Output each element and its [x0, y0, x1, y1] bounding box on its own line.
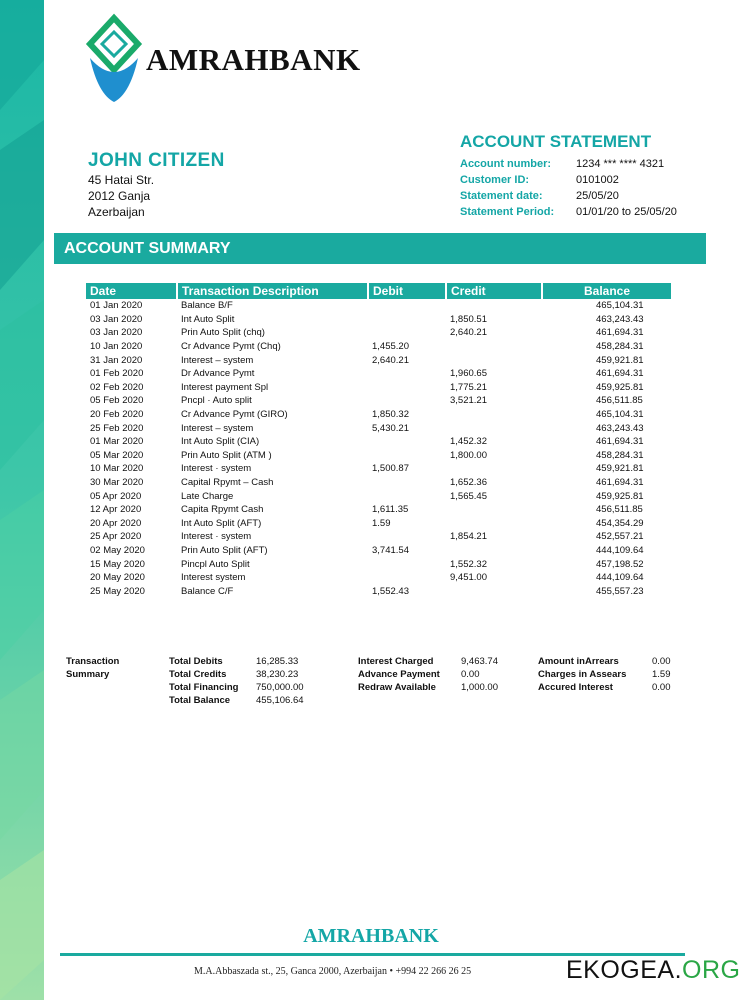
cell-description: Cr Advance Pymt (GIRO) — [181, 409, 288, 421]
cell-debit — [368, 367, 446, 381]
table-row — [86, 584, 671, 598]
cell-description: Int Auto Split — [181, 313, 235, 325]
cell-credit: 3,521.21 — [450, 395, 487, 407]
summary-label: Advance Payment — [358, 669, 440, 680]
cell-credit: 1,850.51 — [450, 313, 487, 325]
cell-debit — [368, 530, 446, 544]
statement-field — [460, 172, 677, 188]
table-row — [86, 530, 671, 544]
field-value: 25/05/20 — [576, 190, 619, 202]
customer-address — [88, 172, 225, 220]
cell-description: Pincpl Auto Split — [181, 558, 250, 570]
summary-item — [169, 694, 304, 707]
table-row — [86, 353, 671, 367]
txn-summary-title-line: Transaction — [66, 656, 120, 667]
cell-balance: 465,104.31 — [596, 409, 644, 421]
address-line: 2012 Ganja — [88, 189, 151, 203]
cell-debit — [368, 313, 446, 327]
cell-credit: 1,800.00 — [450, 449, 487, 461]
cell-credit: 9,451.00 — [450, 572, 487, 584]
statement-field — [460, 156, 677, 172]
cell-balance: 461,694.31 — [596, 327, 644, 339]
cell-debit: 2,640.21 — [372, 354, 409, 366]
cell-debit — [368, 394, 446, 408]
cell-debit: 5,430.21 — [372, 422, 409, 434]
cell-description: Int Auto Split (AFT) — [181, 517, 262, 529]
transactions-body — [86, 299, 671, 598]
watermark — [566, 956, 741, 985]
summary-value: 0.00 — [652, 682, 671, 693]
table-row — [86, 476, 671, 490]
cell-credit — [446, 353, 542, 367]
cell-date: 03 Jan 2020 — [90, 327, 143, 339]
header-balance: Balance — [542, 283, 671, 299]
cell-debit — [368, 571, 446, 585]
cell-balance: 459,921.81 — [596, 463, 644, 475]
cell-debit — [368, 326, 446, 340]
cell-date: 01 Jan 2020 — [90, 300, 143, 312]
txn-summary-title — [66, 655, 119, 681]
cell-description: Interest system — [181, 572, 246, 584]
statement-field — [460, 188, 677, 204]
field-label: Customer ID: — [460, 174, 530, 186]
customer-name: JOHN CITIZEN — [88, 150, 225, 171]
table-row — [86, 421, 671, 435]
table-row — [86, 340, 671, 354]
summary-item — [169, 655, 304, 668]
cell-date: 25 Feb 2020 — [90, 422, 144, 434]
account-summary-header: ACCOUNT SUMMARY — [54, 233, 706, 264]
cell-credit — [446, 299, 542, 313]
field-value: 01/01/20 to 25/05/20 — [576, 206, 677, 218]
cell-description: Capita Rpymt Cash — [181, 504, 264, 516]
cell-debit: 1.59 — [372, 517, 391, 529]
summary-label: Charges in Assears — [538, 669, 627, 680]
cell-date: 25 Apr 2020 — [90, 531, 142, 543]
table-row — [86, 367, 671, 381]
cell-debit — [368, 489, 446, 503]
cell-credit — [446, 584, 542, 598]
cell-balance: 444,109.64 — [596, 572, 644, 584]
summary-label: Accured Interest — [538, 682, 613, 693]
cell-balance: 461,694.31 — [596, 477, 644, 489]
cell-date: 20 Feb 2020 — [90, 409, 144, 421]
cell-credit — [446, 408, 542, 422]
summary-label: Total Credits — [169, 669, 227, 680]
cell-description: Prin Auto Split (ATM ) — [181, 449, 272, 461]
cell-description: Interest – system — [181, 354, 254, 366]
cell-credit — [446, 462, 542, 476]
table-row — [86, 571, 671, 585]
cell-date: 20 Apr 2020 — [90, 517, 142, 529]
cell-credit — [446, 517, 542, 531]
summary-item — [538, 681, 671, 694]
cell-balance: 463,243.43 — [596, 313, 644, 325]
cell-credit: 1,652.36 — [450, 477, 487, 489]
statement-fields — [460, 156, 677, 220]
watermark-part1: EKOGEA. — [566, 956, 683, 984]
cell-description: Interest – system — [181, 422, 254, 434]
cell-balance: 455,557.23 — [596, 585, 644, 597]
cell-date: 02 Feb 2020 — [90, 381, 144, 393]
cell-date: 15 May 2020 — [90, 558, 145, 570]
watermark-part2: ORG — [682, 956, 741, 984]
cell-debit — [368, 476, 446, 490]
cell-description: Pncpl · Auto split — [181, 395, 252, 407]
cell-date: 20 May 2020 — [90, 572, 145, 584]
cell-description: Capital Rpymt – Cash — [181, 477, 274, 489]
cell-balance: 457,198.52 — [596, 558, 644, 570]
cell-credit: 1,452.32 — [450, 436, 487, 448]
cell-date: 12 Apr 2020 — [90, 504, 142, 516]
summary-label: Interest Charged — [358, 656, 434, 667]
summary-item — [358, 668, 498, 681]
cell-description: Interest · system — [181, 463, 252, 475]
cell-balance: 458,284.31 — [596, 341, 644, 353]
summary-value: 16,285.33 — [256, 656, 299, 667]
table-row — [86, 517, 671, 531]
cell-balance: 463,243.43 — [596, 422, 644, 434]
field-label: Statement Period: — [460, 206, 555, 218]
summary-label: Total Financing — [169, 682, 239, 693]
header-date: Date — [86, 283, 177, 299]
summary-item — [538, 668, 671, 681]
summary-label: Redraw Available — [358, 682, 436, 693]
header-debit: Debit — [368, 283, 446, 299]
decorative-side-band — [0, 0, 44, 1000]
statement-title: ACCOUNT STATEMENT — [460, 132, 652, 151]
table-row — [86, 462, 671, 476]
cell-credit: 1,854.21 — [450, 531, 487, 543]
summary-item — [358, 681, 498, 694]
cell-date: 05 Mar 2020 — [90, 449, 144, 461]
cell-date: 30 Mar 2020 — [90, 477, 144, 489]
cell-debit: 1,850.32 — [372, 409, 409, 421]
side-band-pattern — [0, 0, 44, 1000]
cell-balance: 458,284.31 — [596, 449, 644, 461]
table-row — [86, 435, 671, 449]
table-row — [86, 544, 671, 558]
summary-value: 9,463.74 — [461, 656, 498, 667]
cell-description: Prin Auto Split (AFT) — [181, 544, 268, 556]
cell-date: 10 Mar 2020 — [90, 463, 144, 475]
summary-value: 750,000.00 — [256, 682, 304, 693]
bank-logo-text: AMRAHBANK — [146, 42, 361, 77]
address-line: 45 Hatai Str. — [88, 173, 155, 187]
cell-balance: 461,694.31 — [596, 436, 644, 448]
txn-summary-col1 — [169, 655, 304, 707]
txn-summary-title-line: Summary — [66, 669, 110, 680]
table-row — [86, 326, 671, 340]
cell-debit — [368, 557, 446, 571]
cell-balance: 459,925.81 — [596, 490, 644, 502]
table-row — [86, 394, 671, 408]
cell-credit — [446, 340, 542, 354]
header-credit: Credit — [446, 283, 542, 299]
bank-logo-mark — [84, 14, 144, 106]
txn-summary-col2 — [358, 655, 498, 694]
cell-balance: 465,104.31 — [596, 300, 644, 312]
bank-logo — [84, 14, 374, 106]
statement-field — [460, 204, 677, 220]
cell-credit — [446, 544, 542, 558]
cell-balance: 456,511.85 — [596, 395, 643, 407]
cell-credit — [446, 421, 542, 435]
cell-credit: 1,960.65 — [450, 368, 487, 380]
cell-date: 10 Jan 2020 — [90, 341, 143, 353]
cell-credit — [446, 503, 542, 517]
cell-date: 25 May 2020 — [90, 585, 145, 597]
cell-debit — [368, 381, 446, 395]
summary-item — [169, 668, 304, 681]
cell-description: Interest payment Spl — [181, 381, 269, 393]
cell-description: Dr Advance Pymt — [181, 368, 255, 380]
summary-value: 0.00 — [461, 669, 480, 680]
cell-date: 31 Jan 2020 — [90, 354, 143, 366]
cell-debit: 1,500.87 — [372, 463, 409, 475]
summary-value: 455,106.64 — [256, 695, 304, 706]
table-row — [86, 557, 671, 571]
table-row — [86, 313, 671, 327]
cell-balance: 461,694.31 — [596, 368, 644, 380]
footer-brand: AMRAHBANK — [303, 925, 439, 947]
summary-label: Amount inArrears — [538, 656, 619, 667]
table-row — [86, 408, 671, 422]
footer-address: M.A.Abbaszada st., 25, Ganca 2000, Azerbaijan • +994 22 266 26 25 — [194, 966, 472, 977]
field-value: 0101002 — [576, 174, 619, 186]
txn-summary-col3 — [538, 655, 671, 694]
cell-description: Balance B/F — [181, 300, 233, 312]
cell-description: Balance C/F — [181, 585, 234, 597]
summary-item — [358, 655, 498, 668]
cell-description: Int Auto Split (CIA) — [181, 436, 260, 448]
summary-value: 1,000.00 — [461, 682, 498, 693]
cell-credit: 1,565.45 — [450, 490, 487, 502]
table-row — [86, 299, 671, 313]
cell-debit — [368, 435, 446, 449]
cell-description: Prin Auto Split (chq) — [181, 327, 265, 339]
cell-credit: 1,552.32 — [450, 558, 487, 570]
cell-balance: 459,925.81 — [596, 381, 644, 393]
cell-credit: 2,640.21 — [450, 327, 487, 339]
field-label: Account number: — [460, 158, 552, 170]
transactions-table — [86, 283, 671, 598]
cell-description: Late Charge — [181, 490, 234, 502]
summary-item — [538, 655, 671, 668]
cell-debit: 1,611.35 — [372, 504, 409, 516]
cell-date: 05 Feb 2020 — [90, 395, 144, 407]
table-header-row — [86, 283, 671, 299]
table-row — [86, 489, 671, 503]
statement-info — [460, 132, 710, 220]
summary-label: Total Debits — [169, 656, 223, 667]
cell-balance: 454,354.29 — [596, 517, 644, 529]
customer-block — [88, 150, 225, 220]
cell-debit — [368, 299, 446, 313]
summary-value: 0.00 — [652, 656, 671, 667]
cell-date: 01 Mar 2020 — [90, 436, 144, 448]
summary-value: 1.59 — [652, 669, 671, 680]
cell-balance: 456,511.85 — [596, 504, 643, 516]
cell-description: Interest · system — [181, 531, 252, 543]
cell-debit: 1,552.43 — [372, 585, 409, 597]
cell-date: 05 Apr 2020 — [90, 490, 142, 502]
cell-balance: 452,557.21 — [596, 531, 644, 543]
summary-value: 38,230.23 — [256, 669, 299, 680]
summary-item — [169, 681, 304, 694]
cell-debit — [368, 449, 446, 463]
summary-label: Total Balance — [169, 695, 231, 706]
cell-balance: 459,921.81 — [596, 354, 644, 366]
cell-date: 02 May 2020 — [90, 544, 145, 556]
cell-date: 01 Feb 2020 — [90, 368, 144, 380]
cell-date: 03 Jan 2020 — [90, 313, 143, 325]
table-row — [86, 449, 671, 463]
table-row — [86, 381, 671, 395]
cell-credit: 1,775.21 — [450, 381, 487, 393]
field-label: Statement date: — [460, 190, 543, 202]
cell-description: Cr Advance Pymt (Chq) — [181, 341, 281, 353]
cell-debit: 3,741.54 — [372, 544, 409, 556]
header-description: Transaction Description — [177, 283, 368, 299]
field-value: 1234 *** **** 4321 — [576, 158, 665, 170]
table-row — [86, 503, 671, 517]
cell-balance: 444,109.64 — [596, 544, 644, 556]
cell-debit: 1,455.20 — [372, 341, 409, 353]
address-line: Azerbaijan — [88, 205, 145, 219]
